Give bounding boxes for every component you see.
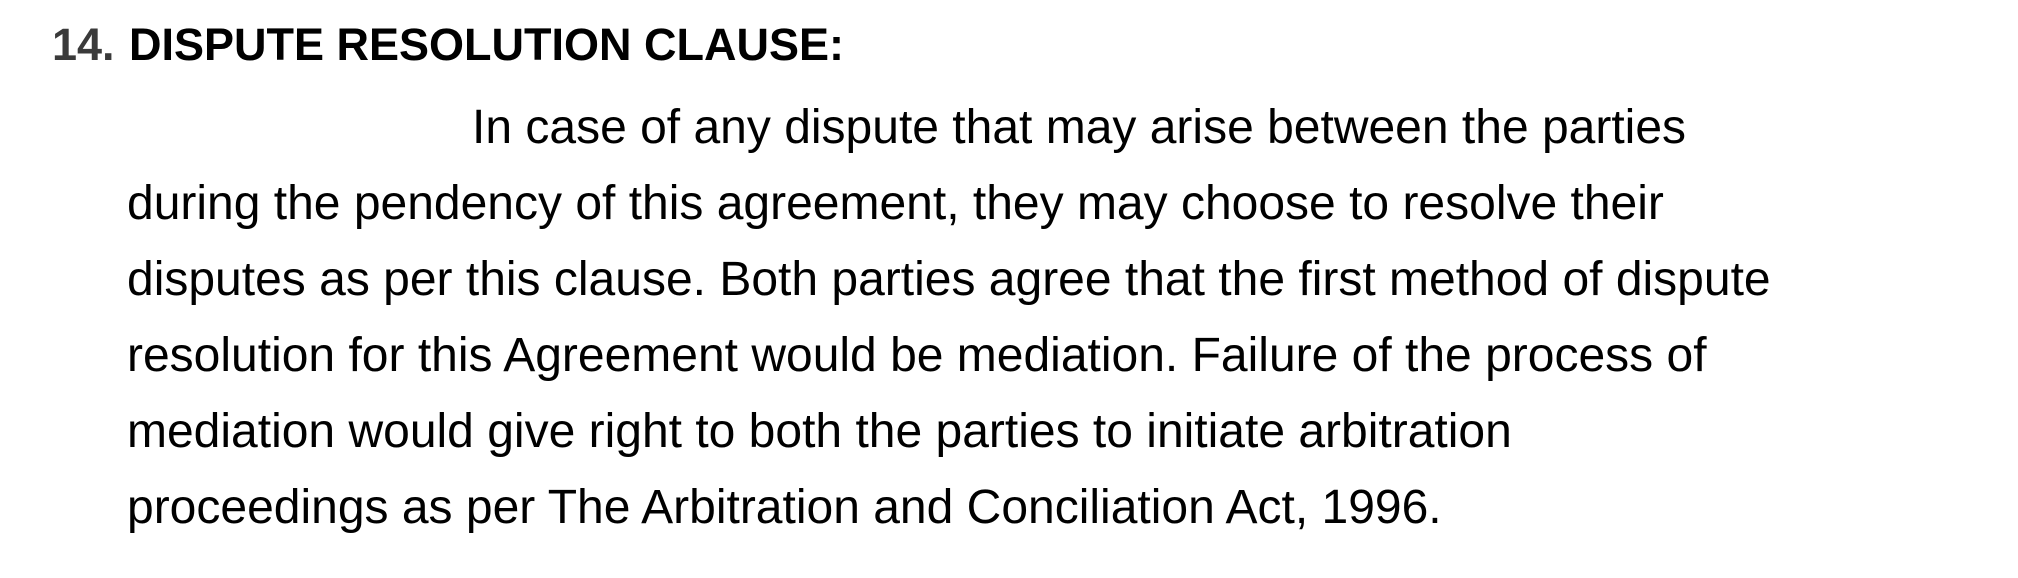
clause-line-5: mediation would give right to both the parties to initiate arbitration [127,405,1512,458]
clause-line-2: during the pendency of this agreement, they may choose to resolve their [127,177,1664,230]
clause-number: 14. [52,19,115,70]
clause-line-6: proceedings as per The Arbitration and Conciliation Act, 1996. [127,481,1442,534]
clause-heading-block [52,14,2002,76]
clause-line-4: resolution for this Agreement would be mediation. Failure of the process of [127,329,1707,382]
clause-heading [52,14,2002,76]
clause-line-1: In case of any dispute that may arise between the parties [472,101,1687,154]
clause-title: DISPUTE RESOLUTION CLAUSE: [129,19,845,70]
clause-body [127,90,2007,546]
clause-line-3: disputes as per this clause. Both parties agree that the first method of dispute [127,253,1771,306]
